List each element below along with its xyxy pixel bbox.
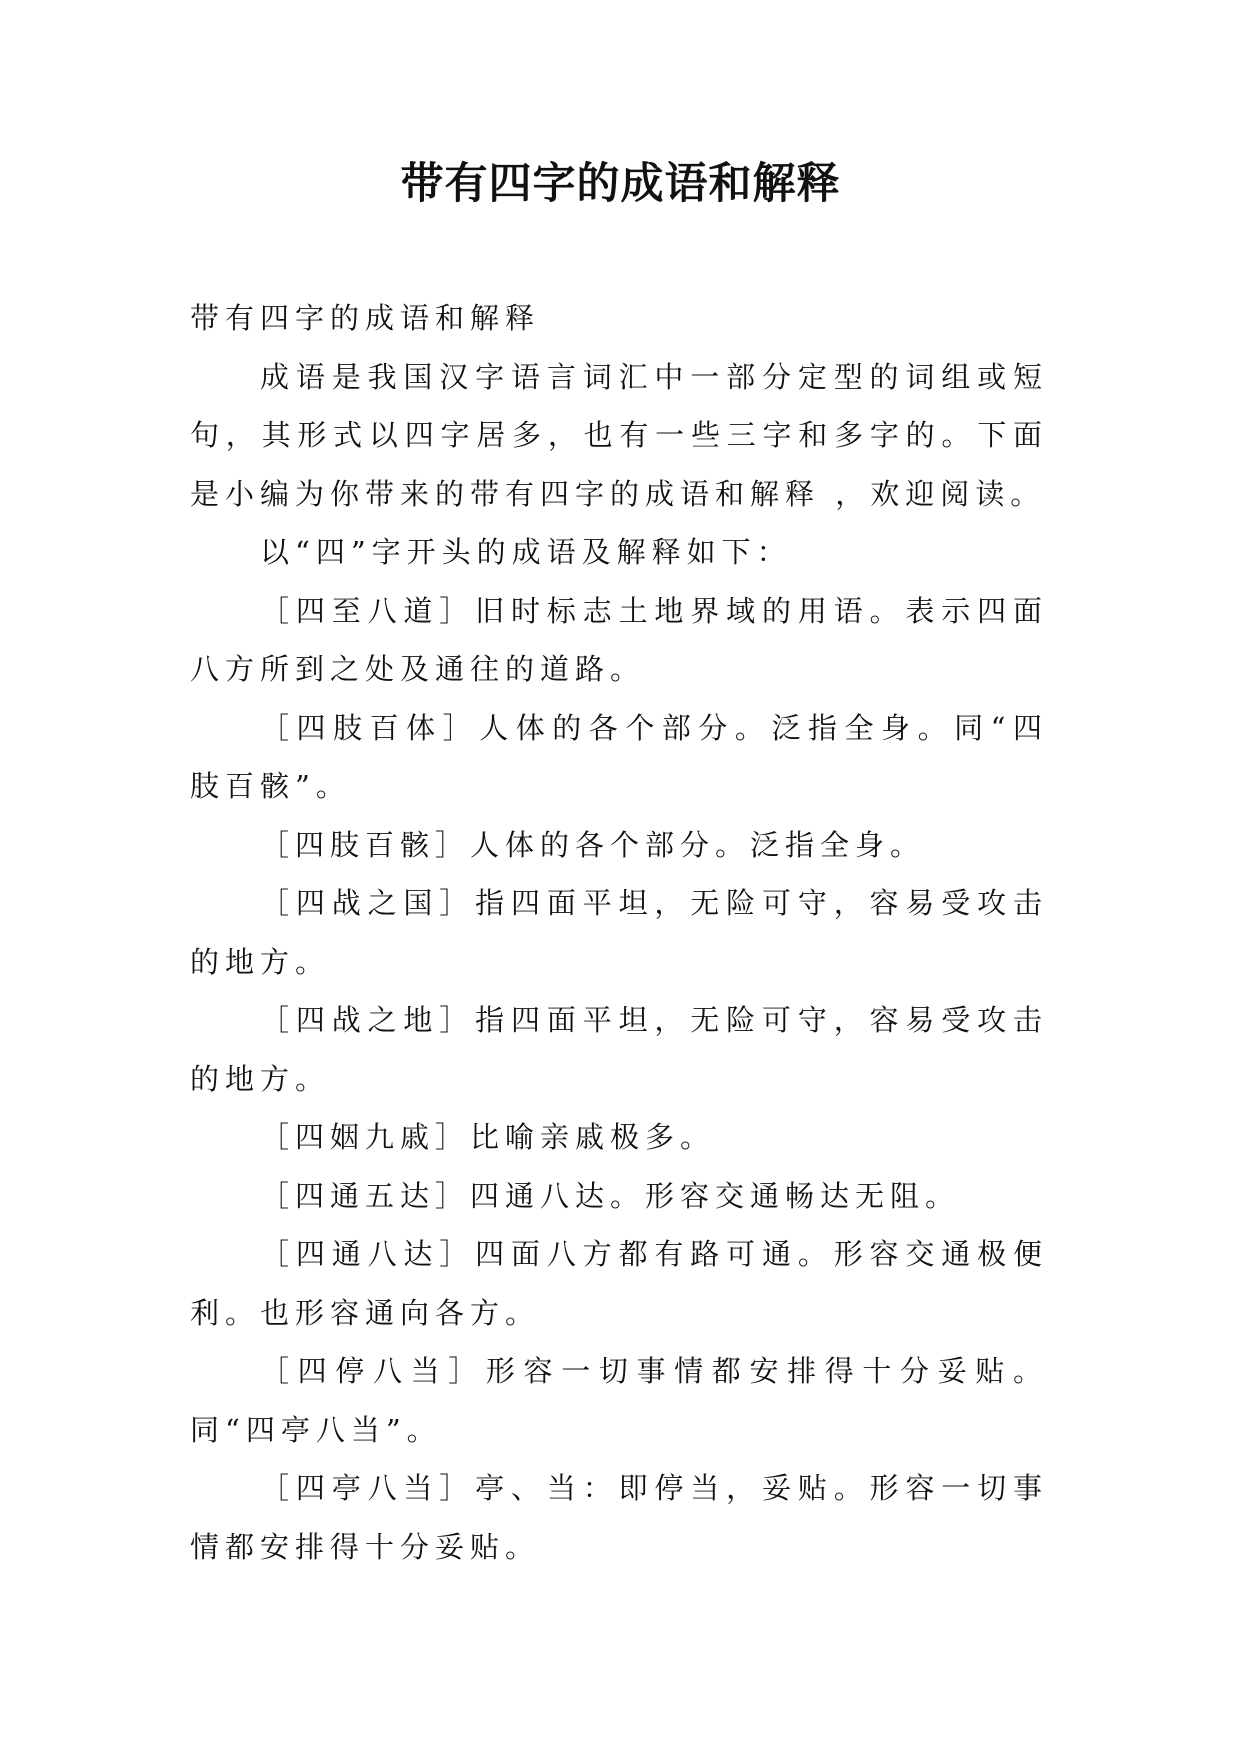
document-title: 带有四字的成语和解释 — [400, 159, 841, 209]
idiom-entry: ［四姻九戚］比喻亲戚极多。 — [260, 1120, 716, 1154]
idiom-entry: ［四通八达］四面八方都有路可通。形容交通极便利。也形容通向各方。 — [190, 1237, 1048, 1330]
lead-paragraph: 以“四”字开头的成语及解释如下： — [260, 535, 792, 569]
document-body — [190, 289, 1048, 1576]
idiom-entry: ［四战之国］指四面平坦，无险可守，容易受攻击的地方。 — [190, 886, 1048, 979]
idiom-entry: ［四停八当］形容一切事情都安排得十分妥贴。同“四亭八当”。 — [190, 1354, 1048, 1447]
intro-paragraph: 成语是我国汉字语言词汇中一部分定型的词组或短句，其形式以四字居多，也有一些三字和多字的。下面是小编为你带来的带有四字的成语和解释 ，欢迎阅读。 — [190, 359, 1048, 511]
section-subtitle: 带有四字的成语和解释 — [190, 301, 541, 335]
idiom-entry: ［四至八道］旧时标志土地界域的用语。表示四面八方所到之处及通往的道路。 — [190, 593, 1048, 686]
idiom-entry: ［四亭八当］亭、当：即停当，妥贴。形容一切事情都安排得十分妥贴。 — [190, 1471, 1048, 1564]
idiom-entry: ［四战之地］指四面平坦，无险可守，容易受攻击的地方。 — [190, 1003, 1048, 1096]
idiom-entry: ［四肢百体］人体的各个部分。泛指全身。同“四肢百骸”。 — [190, 710, 1048, 803]
idiom-entry: ［四通五达］四通八达。形容交通畅达无阻。 — [260, 1178, 961, 1213]
idiom-entry: ［四肢百骸］人体的各个部分。泛指全身。 — [260, 827, 926, 862]
